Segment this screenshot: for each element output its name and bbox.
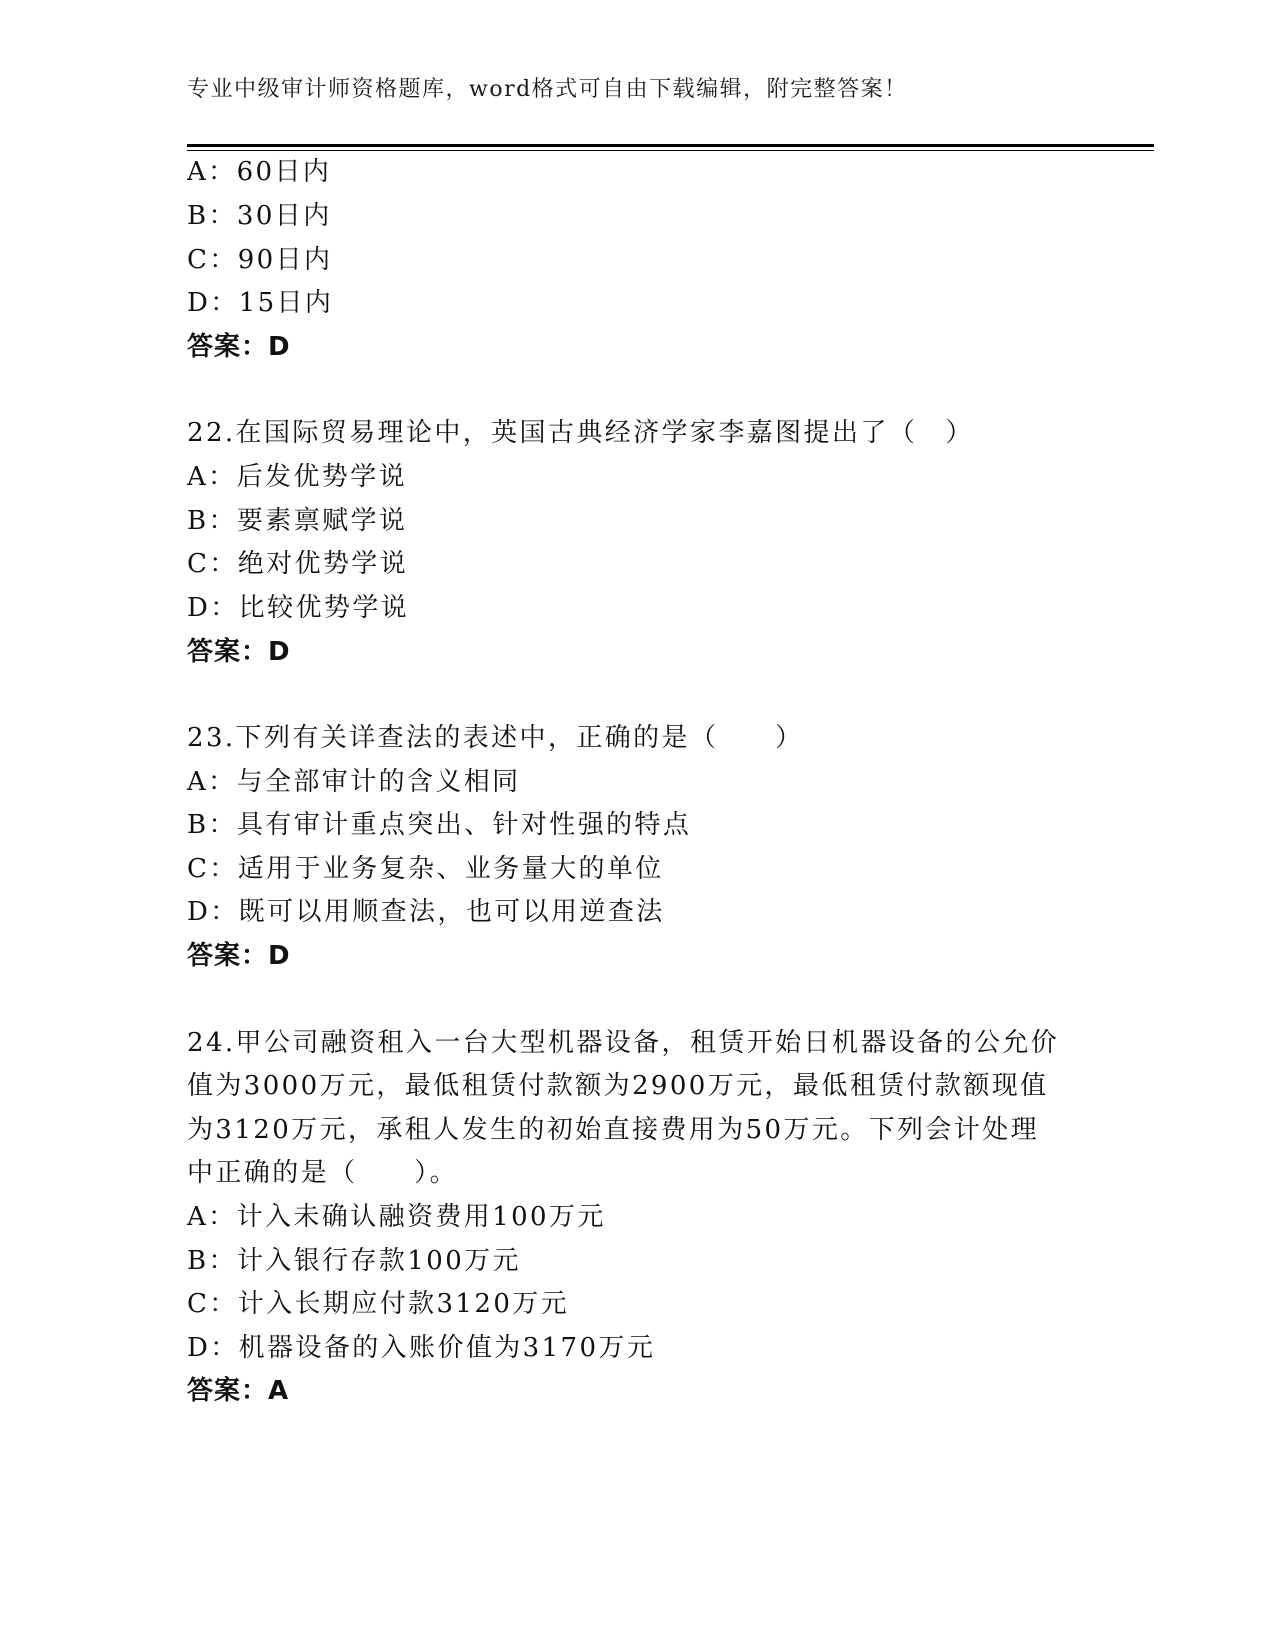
answer: 答案：D: [187, 637, 291, 667]
answer: 答案：D: [187, 941, 291, 971]
header-rule-thick: [187, 144, 1154, 147]
option-c: C：适用于业务复杂、业务量大的单位: [187, 854, 664, 884]
option-c: C：绝对优势学说: [187, 549, 409, 579]
option-d: D：既可以用顺查法，也可以用逆查法: [187, 897, 665, 927]
option-b: B：具有审计重点突出、针对性强的特点: [187, 810, 692, 840]
option-c: C：90日内: [187, 245, 333, 275]
option-d: D：15日内: [187, 288, 334, 318]
option-a: A：后发优势学说: [187, 462, 407, 492]
option-b: B：计入银行存款100万元: [187, 1246, 521, 1276]
question-23-stem: 23.下列有关详查法的表述中，正确的是（ ）: [187, 723, 804, 753]
option-a: A：计入未确认融资费用100万元: [187, 1202, 606, 1232]
option-d: D：机器设备的入账价值为3170万元: [187, 1333, 656, 1363]
question-24-stem-line: 中正确的是（ ）。: [187, 1158, 459, 1188]
question-24-stem-line: 24.甲公司融资租入一台大型机器设备，租赁开始日机器设备的公允价: [187, 1028, 1060, 1058]
answer: 答案：A: [187, 1376, 290, 1406]
answer: 答案：D: [187, 332, 291, 362]
option-b: B：要素禀赋学说: [187, 506, 408, 536]
page-header: 专业中级审计师资格题库，word格式可自由下载编辑，附完整答案！: [187, 77, 908, 102]
option-b: B：30日内: [187, 201, 332, 231]
option-c: C：计入长期应付款3120万元: [187, 1289, 570, 1319]
question-24-stem-line: 为3120万元，承租人发生的初始直接费用为50万元。下列会计处理: [187, 1115, 1040, 1145]
option-d: D：比较优势学说: [187, 593, 410, 623]
question-24-stem-line: 值为3000万元，最低租赁付款额为2900万元，最低租赁付款额现值: [187, 1071, 1049, 1101]
option-a: A：60日内: [187, 157, 332, 187]
question-22-stem: 22.在国际贸易理论中，英国古典经济学家李嘉图提出了（ ）: [187, 418, 974, 448]
option-a: A：与全部审计的含义相同: [187, 767, 521, 797]
header-rule-thin: [187, 150, 1154, 151]
